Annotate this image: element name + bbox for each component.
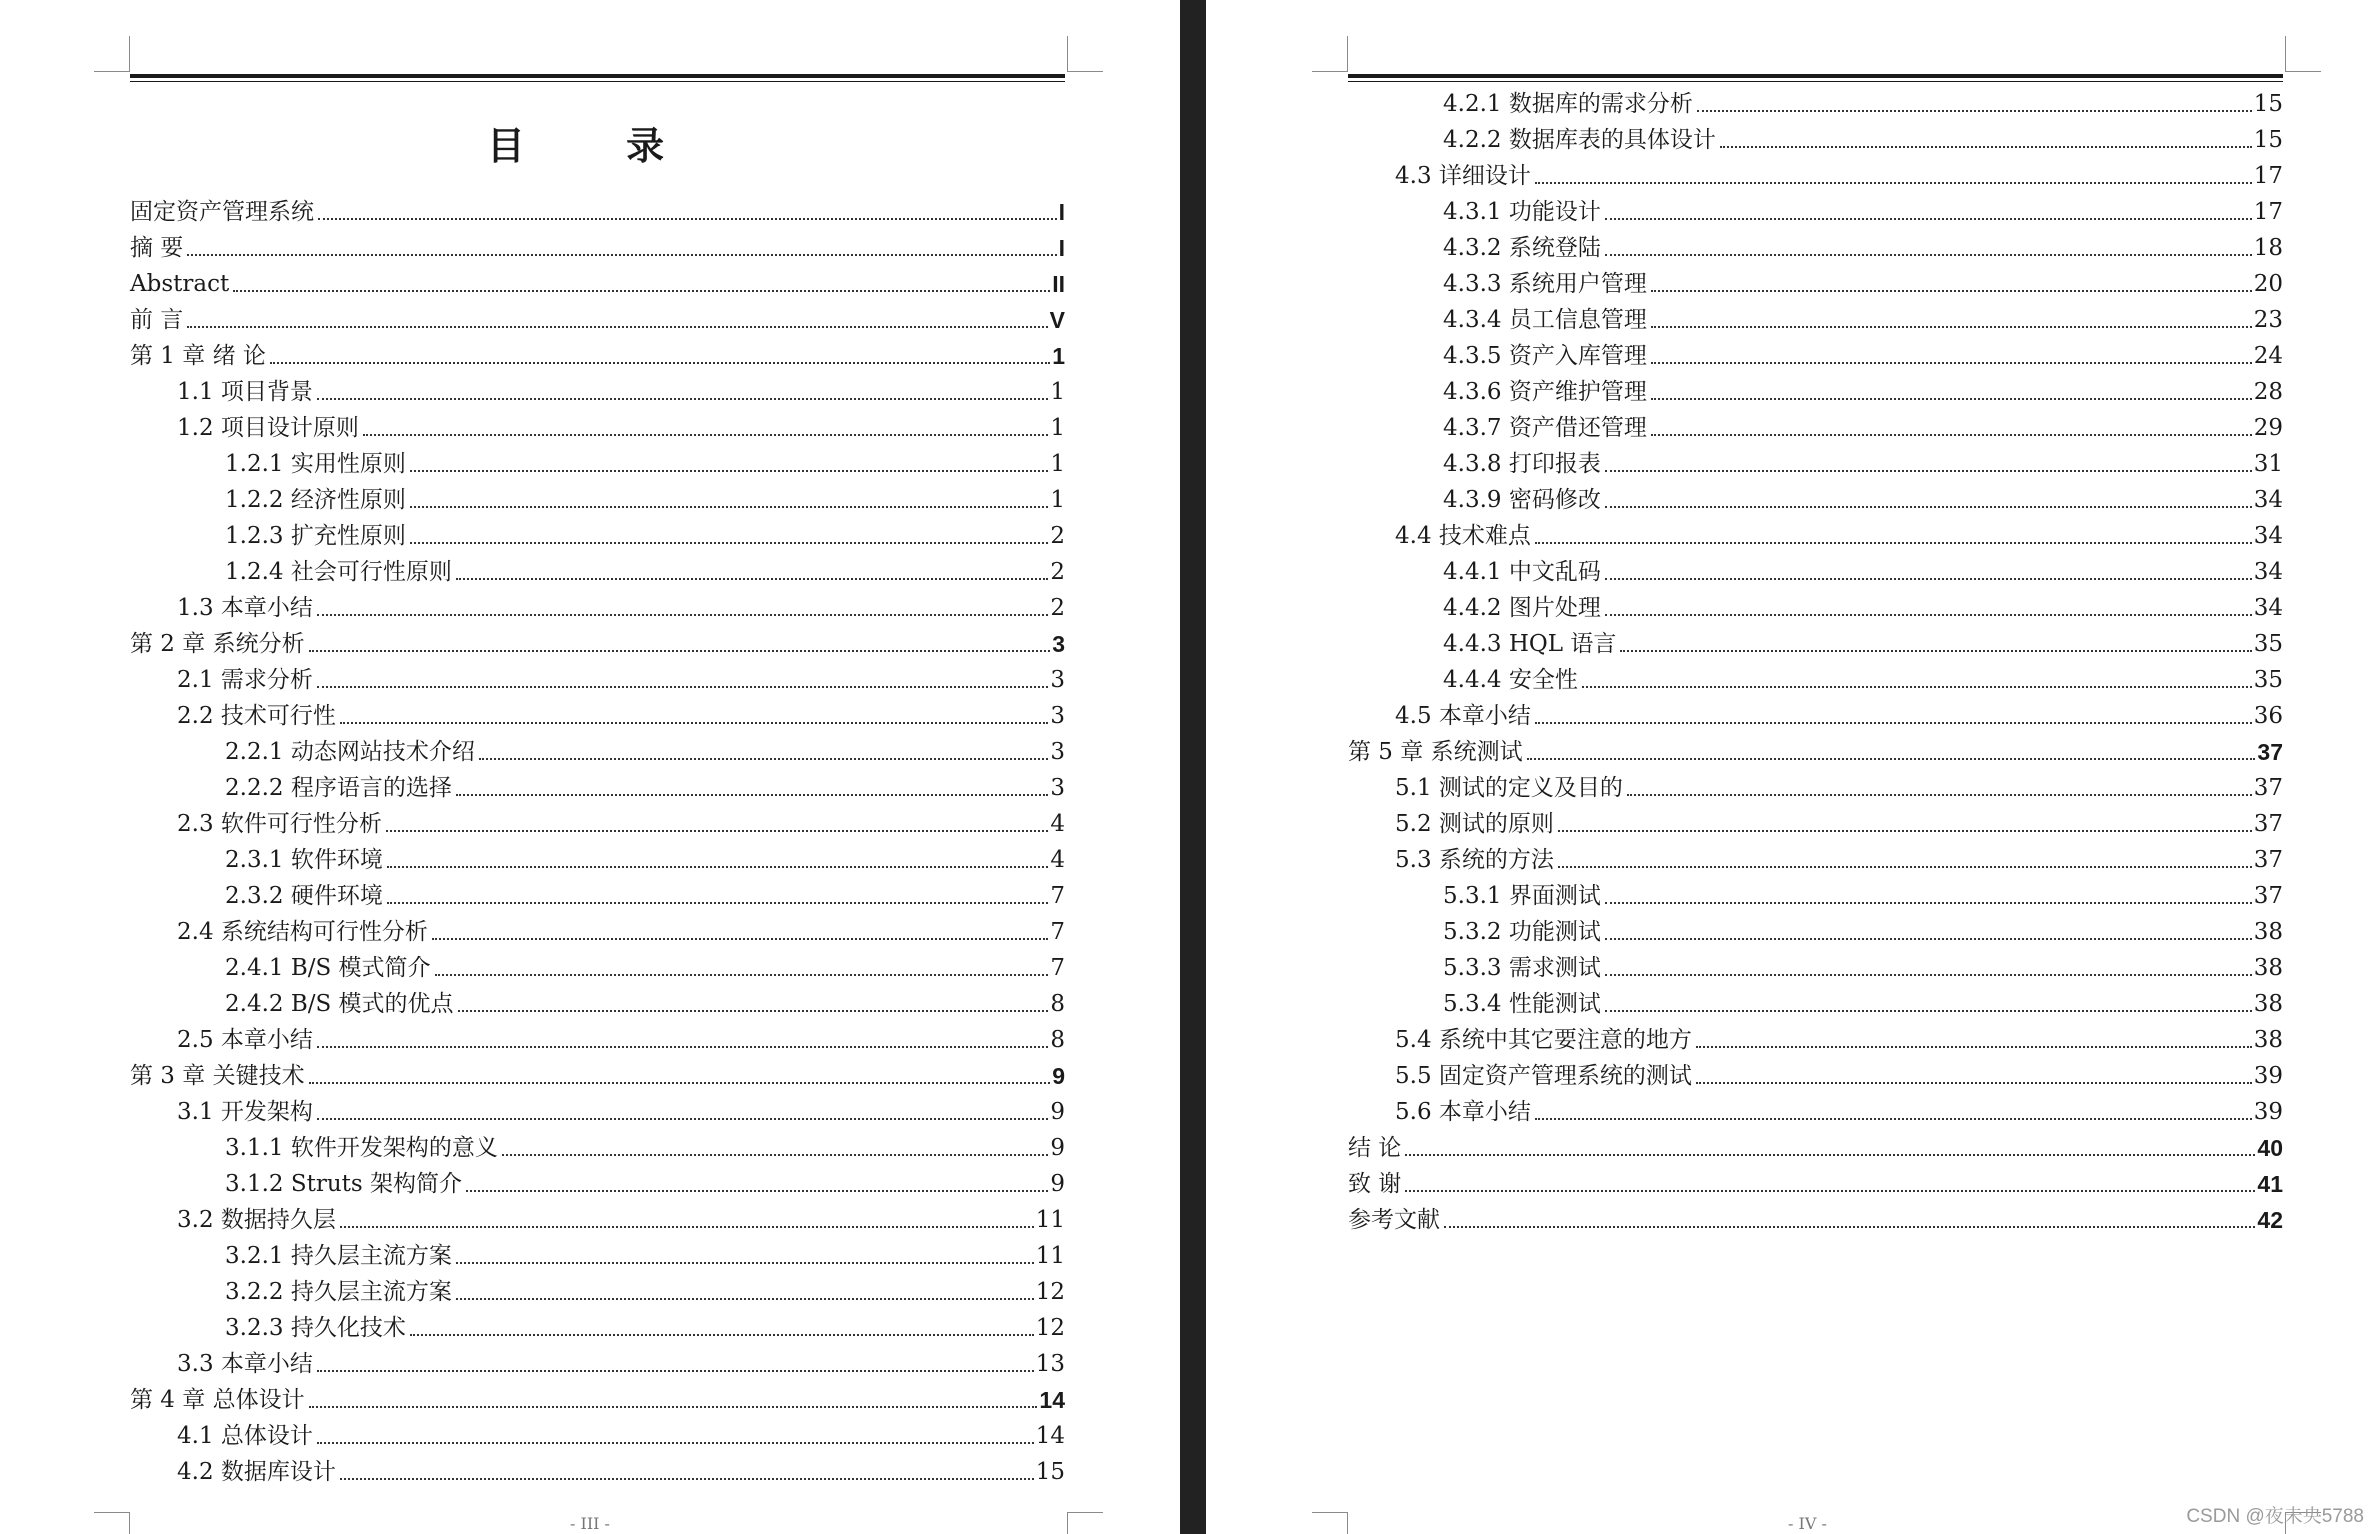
toc-entry-page-number: 8 <box>1050 991 1065 1017</box>
toc-entry[interactable] <box>130 1090 1065 1126</box>
toc-entry-page-number: 2 <box>1050 523 1065 549</box>
toc-entry[interactable] <box>1348 730 2283 766</box>
dot-leader <box>1696 1046 2252 1048</box>
toc-entry-label: 4.4 技术难点 <box>1395 523 1531 549</box>
dot-leader <box>502 1154 1049 1156</box>
toc-entry-label: 2.1 需求分析 <box>177 667 313 693</box>
toc-entry-label: 1.2.3 扩充性原则 <box>225 523 406 549</box>
dot-leader <box>340 1478 1034 1480</box>
dot-leader <box>1535 722 2252 724</box>
toc-entry[interactable] <box>1348 406 2283 442</box>
dot-leader <box>1535 542 2252 544</box>
dot-leader <box>1605 470 2252 472</box>
toc-entry-label: Abstract <box>130 271 230 297</box>
toc-entry-label: 2.5 本章小结 <box>177 1027 313 1053</box>
toc-entry-page-number: 18 <box>2253 235 2283 261</box>
toc-entry-page-number: 17 <box>2253 163 2283 189</box>
toc-list-left <box>130 190 1065 1486</box>
toc-entry-label: 5.3.1 界面测试 <box>1443 883 1601 909</box>
toc-entry-label: 3.2.2 持久层主流方案 <box>225 1279 452 1305</box>
toc-entry-page-number: 9 <box>1050 1099 1065 1125</box>
toc-entry[interactable] <box>1348 1054 2283 1090</box>
crop-mark <box>1067 36 1103 72</box>
toc-entry-page-number: 14 <box>1039 1387 1065 1413</box>
toc-entry-page-number: 42 <box>2257 1207 2283 1233</box>
toc-entry-label: 3.2.1 持久层主流方案 <box>225 1243 452 1269</box>
dot-leader <box>309 1082 1051 1084</box>
toc-entry-page-number: 1 <box>1050 415 1065 441</box>
toc-entry-label: 第 4 章 总体设计 <box>130 1387 305 1413</box>
toc-entry-label: 3.1.1 软件开发架构的意义 <box>225 1135 498 1161</box>
toc-entry-page-number: 35 <box>2253 631 2283 657</box>
toc-entry-page-number: 35 <box>2253 667 2283 693</box>
toc-entry-label: 第 3 章 关键技术 <box>130 1063 305 1089</box>
toc-entry-label: 4.3.7 资产借还管理 <box>1443 415 1647 441</box>
toc-entry-label: 2.4.2 B/S 模式的优点 <box>225 991 454 1017</box>
toc-entry[interactable] <box>130 226 1065 262</box>
page-footer: - IV - <box>1788 1514 1827 1533</box>
dot-leader <box>1405 1190 2255 1192</box>
toc-entry[interactable] <box>130 1378 1065 1414</box>
toc-entry[interactable] <box>1348 658 2283 694</box>
toc-entry-page-number: 13 <box>1035 1351 1065 1377</box>
dot-leader <box>410 542 1049 544</box>
toc-entry-page-number: 41 <box>2257 1171 2283 1197</box>
dot-leader <box>317 1370 1034 1372</box>
toc-entry[interactable] <box>1348 766 2283 802</box>
toc-entry[interactable] <box>130 730 1065 766</box>
toc-entry-page-number: 4 <box>1050 811 1065 837</box>
toc-entry-label: 1.1 项目背景 <box>177 379 313 405</box>
toc-entry-page-number: 34 <box>2253 523 2283 549</box>
page-divider <box>1180 0 1206 1534</box>
toc-entry[interactable] <box>1348 982 2283 1018</box>
toc-entry[interactable] <box>130 838 1065 874</box>
toc-entry[interactable] <box>1348 442 2283 478</box>
dot-leader <box>1444 1226 2255 1228</box>
dot-leader <box>1535 182 2252 184</box>
dot-leader <box>432 938 1048 940</box>
toc-entry-label: 1.2.2 经济性原则 <box>225 487 406 513</box>
toc-entry-label: 3.2 数据持久层 <box>177 1207 336 1233</box>
toc-entry-page-number: 2 <box>1050 559 1065 585</box>
toc-entry-page-number: 3 <box>1050 775 1065 801</box>
toc-entry[interactable] <box>1348 262 2283 298</box>
toc-entry[interactable] <box>130 262 1065 298</box>
toc-entry[interactable] <box>130 874 1065 910</box>
dot-leader <box>340 722 1048 724</box>
toc-entry-page-number: 39 <box>2253 1099 2283 1125</box>
toc-entry-label: 3.1.2 Struts 架构简介 <box>225 1171 462 1197</box>
dot-leader <box>233 290 1050 292</box>
toc-title: 目 录 <box>486 124 709 168</box>
dot-leader <box>466 1190 1048 1192</box>
dot-leader <box>1535 1118 2252 1120</box>
toc-entry-page-number: V <box>1049 307 1065 333</box>
toc-entry-label: 2.3.1 软件环境 <box>225 847 383 873</box>
toc-entry-page-number: 38 <box>2253 955 2283 981</box>
toc-entry-page-number: 7 <box>1050 955 1065 981</box>
toc-entry[interactable] <box>1348 1198 2283 1234</box>
toc-entry-label: 2.2.1 动态网站技术介绍 <box>225 739 475 765</box>
toc-entry-label: 4.3.2 系统登陆 <box>1443 235 1601 261</box>
toc-entry[interactable] <box>130 1018 1065 1054</box>
toc-entry-label: 4.1 总体设计 <box>177 1423 313 1449</box>
toc-entry-page-number: 11 <box>1035 1207 1065 1233</box>
toc-entry-page-number: 15 <box>1035 1459 1065 1485</box>
dot-leader <box>1696 1082 2252 1084</box>
toc-entry-page-number: 1 <box>1050 487 1065 513</box>
toc-entry[interactable] <box>130 622 1065 658</box>
toc-entry-page-number: 24 <box>2253 343 2283 369</box>
toc-entry[interactable] <box>130 1126 1065 1162</box>
toc-entry[interactable] <box>130 910 1065 946</box>
toc-entry-page-number: 37 <box>2257 739 2283 765</box>
toc-entry-page-number: 37 <box>2253 847 2283 873</box>
toc-entry-page-number: 28 <box>2253 379 2283 405</box>
dot-leader <box>410 470 1049 472</box>
dot-leader <box>1605 902 2252 904</box>
toc-entry-page-number: 31 <box>2253 451 2283 477</box>
toc-entry-page-number: II <box>1052 271 1065 297</box>
toc-entry[interactable] <box>1348 334 2283 370</box>
dot-leader <box>1697 110 2252 112</box>
toc-entry-page-number: 15 <box>2253 127 2283 153</box>
toc-entry-label: 5.3.2 功能测试 <box>1443 919 1601 945</box>
toc-entry[interactable] <box>1348 154 2283 190</box>
toc-entry-page-number: 9 <box>1050 1171 1065 1197</box>
dot-leader <box>1605 218 2252 220</box>
dot-leader <box>317 1118 1048 1120</box>
crop-mark <box>1312 36 1348 72</box>
toc-entry-label: 2.2 技术可行性 <box>177 703 336 729</box>
toc-entry[interactable] <box>1348 1018 2283 1054</box>
toc-entry-label: 4.2 数据库设计 <box>177 1459 336 1485</box>
toc-entry-label: 参考文献 <box>1348 1207 1440 1233</box>
toc-entry-page-number: 23 <box>2253 307 2283 333</box>
dot-leader <box>317 614 1048 616</box>
toc-entry-label: 4.2.1 数据库的需求分析 <box>1443 91 1693 117</box>
toc-entry-label: 4.5 本章小结 <box>1395 703 1531 729</box>
toc-entry-label: 4.3.9 密码修改 <box>1443 487 1601 513</box>
toc-entry[interactable] <box>1348 910 2283 946</box>
toc-entry-page-number: 34 <box>2253 487 2283 513</box>
crop-mark <box>1067 1512 1103 1534</box>
toc-entry-label: 4.4.3 HQL 语言 <box>1443 631 1617 657</box>
toc-entry-page-number: I <box>1058 199 1065 225</box>
toc-entry[interactable] <box>1348 874 2283 910</box>
toc-entry-label: 4.3.3 系统用户管理 <box>1443 271 1647 297</box>
dot-leader <box>1605 506 2252 508</box>
toc-entry-page-number: 3 <box>1050 739 1065 765</box>
toc-entry[interactable] <box>130 658 1065 694</box>
toc-entry[interactable] <box>130 1414 1065 1450</box>
dot-leader <box>187 254 1056 256</box>
toc-entry-page-number: 38 <box>2253 991 2283 1017</box>
toc-entry-page-number: 17 <box>2253 199 2283 225</box>
dot-leader <box>387 866 1049 868</box>
toc-entry-label: 致 谢 <box>1348 1171 1402 1197</box>
toc-entry-label: 结 论 <box>1348 1135 1402 1161</box>
toc-entry[interactable] <box>1348 298 2283 334</box>
toc-entry[interactable] <box>130 586 1065 622</box>
toc-entry-label: 4.4.4 安全性 <box>1443 667 1578 693</box>
toc-entry-page-number: 34 <box>2253 559 2283 585</box>
toc-entry[interactable] <box>130 190 1065 226</box>
toc-entry-page-number: 37 <box>2253 775 2283 801</box>
toc-entry[interactable] <box>130 694 1065 730</box>
toc-entry-page-number: 7 <box>1050 919 1065 945</box>
toc-entry[interactable] <box>130 370 1065 406</box>
toc-entry-page-number: 38 <box>2253 919 2283 945</box>
dot-leader <box>1605 578 2252 580</box>
toc-entry[interactable] <box>1348 802 2283 838</box>
toc-entry[interactable] <box>1348 622 2283 658</box>
toc-entry-page-number: 36 <box>2253 703 2283 729</box>
toc-entry-label: 前 言 <box>130 307 184 333</box>
dot-leader <box>187 326 1047 328</box>
toc-entry-label: 5.4 系统中其它要注意的地方 <box>1395 1027 1692 1053</box>
toc-entry[interactable] <box>130 442 1065 478</box>
watermark: CSDN @夜未央5788 <box>2186 1506 2364 1527</box>
toc-entry[interactable] <box>1348 1090 2283 1126</box>
toc-entry-label: 2.3 软件可行性分析 <box>177 811 382 837</box>
toc-entry-label: 1.2.1 实用性原则 <box>225 451 406 477</box>
toc-entry-label: 4.3.6 资产维护管理 <box>1443 379 1647 405</box>
toc-entry-page-number: 39 <box>2253 1063 2283 1089</box>
toc-entry-page-number: 12 <box>1035 1279 1065 1305</box>
toc-entry[interactable] <box>130 1054 1065 1090</box>
toc-entry-page-number: 4 <box>1050 847 1065 873</box>
toc-entry-page-number: 1 <box>1050 451 1065 477</box>
toc-entry-label: 4.3.4 员工信息管理 <box>1443 307 1647 333</box>
toc-entry[interactable] <box>1348 514 2283 550</box>
toc-entry[interactable] <box>130 1450 1065 1486</box>
dot-leader <box>318 218 1057 220</box>
toc-entry-label: 1.2 项目设计原则 <box>177 415 359 441</box>
dot-leader <box>317 686 1048 688</box>
dot-leader <box>456 1262 1034 1264</box>
toc-entry-page-number: 14 <box>1035 1423 1065 1449</box>
toc-entry-page-number: 11 <box>1035 1243 1065 1269</box>
dot-leader <box>410 506 1049 508</box>
toc-entry-page-number: 29 <box>2253 415 2283 441</box>
toc-entry[interactable] <box>1348 226 2283 262</box>
toc-entry[interactable] <box>1348 1126 2283 1162</box>
toc-entry[interactable] <box>130 1198 1065 1234</box>
toc-entry-page-number: 1 <box>1052 343 1065 369</box>
header-rule <box>130 74 1065 82</box>
dot-leader <box>1627 794 2252 796</box>
dot-leader <box>309 650 1051 652</box>
dot-leader <box>1558 866 2252 868</box>
toc-entry-page-number: I <box>1058 235 1065 261</box>
dot-leader <box>1651 362 2252 364</box>
dot-leader <box>1720 146 2252 148</box>
toc-entry[interactable] <box>1348 838 2283 874</box>
toc-entry-label: 3.2.3 持久化技术 <box>225 1315 406 1341</box>
toc-entry[interactable] <box>130 946 1065 982</box>
toc-entry-label: 2.4 系统结构可行性分析 <box>177 919 428 945</box>
dot-leader <box>1605 974 2252 976</box>
dot-leader <box>387 902 1049 904</box>
toc-entry-page-number: 9 <box>1052 1063 1065 1089</box>
toc-entry[interactable] <box>1348 1162 2283 1198</box>
toc-entry-page-number: 38 <box>2253 1027 2283 1053</box>
dot-leader <box>309 1406 1038 1408</box>
toc-entry[interactable] <box>130 1270 1065 1306</box>
toc-entry-label: 固定资产管理系统 <box>130 199 314 225</box>
toc-entry-page-number: 20 <box>2253 271 2283 297</box>
toc-entry-label: 5.3 系统的方法 <box>1395 847 1554 873</box>
dot-leader <box>1651 326 2252 328</box>
toc-entry[interactable] <box>1348 118 2283 154</box>
toc-entry[interactable] <box>1348 82 2283 118</box>
toc-entry-label: 4.3.5 资产入库管理 <box>1443 343 1647 369</box>
toc-entry[interactable] <box>130 478 1065 514</box>
toc-entry-label: 2.4.1 B/S 模式简介 <box>225 955 431 981</box>
dot-leader <box>317 398 1048 400</box>
dot-leader <box>1605 614 2252 616</box>
dot-leader <box>1651 290 2252 292</box>
dot-leader <box>458 1010 1049 1012</box>
dot-leader <box>317 1046 1048 1048</box>
toc-entry-label: 2.2.2 程序语言的选择 <box>225 775 452 801</box>
toc-entry-label: 4.2.2 数据库表的具体设计 <box>1443 127 1716 153</box>
toc-entry-page-number: 15 <box>2253 91 2283 117</box>
dot-leader <box>317 1442 1034 1444</box>
toc-entry[interactable] <box>130 1162 1065 1198</box>
toc-entry[interactable] <box>130 766 1065 802</box>
toc-entry[interactable] <box>130 982 1065 1018</box>
toc-entry-page-number: 37 <box>2253 883 2283 909</box>
toc-entry-label: 摘 要 <box>130 235 184 261</box>
crop-mark <box>1312 1512 1348 1534</box>
dot-leader <box>363 434 1048 436</box>
toc-entry[interactable] <box>1348 478 2283 514</box>
document-page-left <box>0 0 1180 1534</box>
dot-leader <box>1605 938 2252 940</box>
toc-entry[interactable] <box>1348 586 2283 622</box>
toc-entry-page-number: 3 <box>1050 667 1065 693</box>
dot-leader <box>270 362 1050 364</box>
dot-leader <box>1605 1010 2252 1012</box>
toc-entry[interactable] <box>130 802 1065 838</box>
toc-entry-label: 4.3.1 功能设计 <box>1443 199 1601 225</box>
dot-leader <box>479 758 1049 760</box>
header-rule <box>1348 74 2283 82</box>
toc-entry[interactable] <box>1348 370 2283 406</box>
toc-entry-label: 5.3.4 性能测试 <box>1443 991 1601 1017</box>
toc-entry[interactable] <box>1348 694 2283 730</box>
toc-entry[interactable] <box>130 298 1065 334</box>
toc-entry-label: 3.3 本章小结 <box>177 1351 313 1377</box>
toc-entry-label: 4.4.1 中文乱码 <box>1443 559 1601 585</box>
toc-entry-page-number: 8 <box>1050 1027 1065 1053</box>
crop-mark <box>94 1512 130 1534</box>
dot-leader <box>1605 254 2252 256</box>
toc-entry-label: 5.2 测试的原则 <box>1395 811 1554 837</box>
toc-entry-label: 2.3.2 硬件环境 <box>225 883 383 909</box>
toc-entry-page-number: 12 <box>1035 1315 1065 1341</box>
toc-entry[interactable] <box>130 1342 1065 1378</box>
toc-entry[interactable] <box>130 1234 1065 1270</box>
dot-leader <box>435 974 1049 976</box>
toc-entry-label: 5.5 固定资产管理系统的测试 <box>1395 1063 1692 1089</box>
dot-leader <box>410 1334 1034 1336</box>
dot-leader <box>1405 1154 2255 1156</box>
dot-leader <box>1558 830 2252 832</box>
dot-leader <box>1651 434 2252 436</box>
dot-leader <box>1527 758 2256 760</box>
dot-leader <box>456 1298 1034 1300</box>
toc-entry-page-number: 7 <box>1050 883 1065 909</box>
toc-entry[interactable] <box>130 406 1065 442</box>
dot-leader <box>340 1226 1034 1228</box>
toc-entry-label: 4.3 详细设计 <box>1395 163 1531 189</box>
toc-entry-label: 第 2 章 系统分析 <box>130 631 305 657</box>
toc-entry[interactable] <box>130 550 1065 586</box>
toc-entry[interactable] <box>1348 550 2283 586</box>
dot-leader <box>386 830 1048 832</box>
toc-entry[interactable] <box>1348 946 2283 982</box>
dot-leader <box>456 794 1049 796</box>
toc-entry-label: 5.6 本章小结 <box>1395 1099 1531 1125</box>
toc-entry-page-number: 37 <box>2253 811 2283 837</box>
toc-entry-page-number: 3 <box>1052 631 1065 657</box>
toc-entry[interactable] <box>1348 190 2283 226</box>
toc-entry-label: 4.4.2 图片处理 <box>1443 595 1601 621</box>
toc-entry-label: 5.3.3 需求测试 <box>1443 955 1601 981</box>
page-footer: - III - <box>570 1514 610 1533</box>
dot-leader <box>456 578 1049 580</box>
toc-entry-label: 第 1 章 绪 论 <box>130 343 266 369</box>
toc-entry[interactable] <box>130 334 1065 370</box>
toc-entry-page-number: 34 <box>2253 595 2283 621</box>
toc-entry-label: 第 5 章 系统测试 <box>1348 739 1523 765</box>
crop-mark <box>2285 36 2321 72</box>
toc-entry-label: 3.1 开发架构 <box>177 1099 313 1125</box>
toc-list-right <box>1348 82 2283 1234</box>
dot-leader <box>1651 398 2252 400</box>
toc-entry-page-number: 3 <box>1050 703 1065 729</box>
toc-entry-label: 1.3 本章小结 <box>177 595 313 621</box>
toc-entry-label: 5.1 测试的定义及目的 <box>1395 775 1623 801</box>
toc-entry-label: 1.2.4 社会可行性原则 <box>225 559 452 585</box>
dot-leader <box>1582 686 2252 688</box>
toc-entry-page-number: 2 <box>1050 595 1065 621</box>
toc-entry-page-number: 40 <box>2257 1135 2283 1161</box>
toc-entry[interactable] <box>130 1306 1065 1342</box>
toc-entry[interactable] <box>130 514 1065 550</box>
dot-leader <box>1620 650 2251 652</box>
document-page-right <box>1206 0 2378 1534</box>
toc-entry-page-number: 9 <box>1050 1135 1065 1161</box>
toc-entry-page-number: 1 <box>1050 379 1065 405</box>
crop-mark <box>94 36 130 72</box>
toc-entry-label: 4.3.8 打印报表 <box>1443 451 1601 477</box>
